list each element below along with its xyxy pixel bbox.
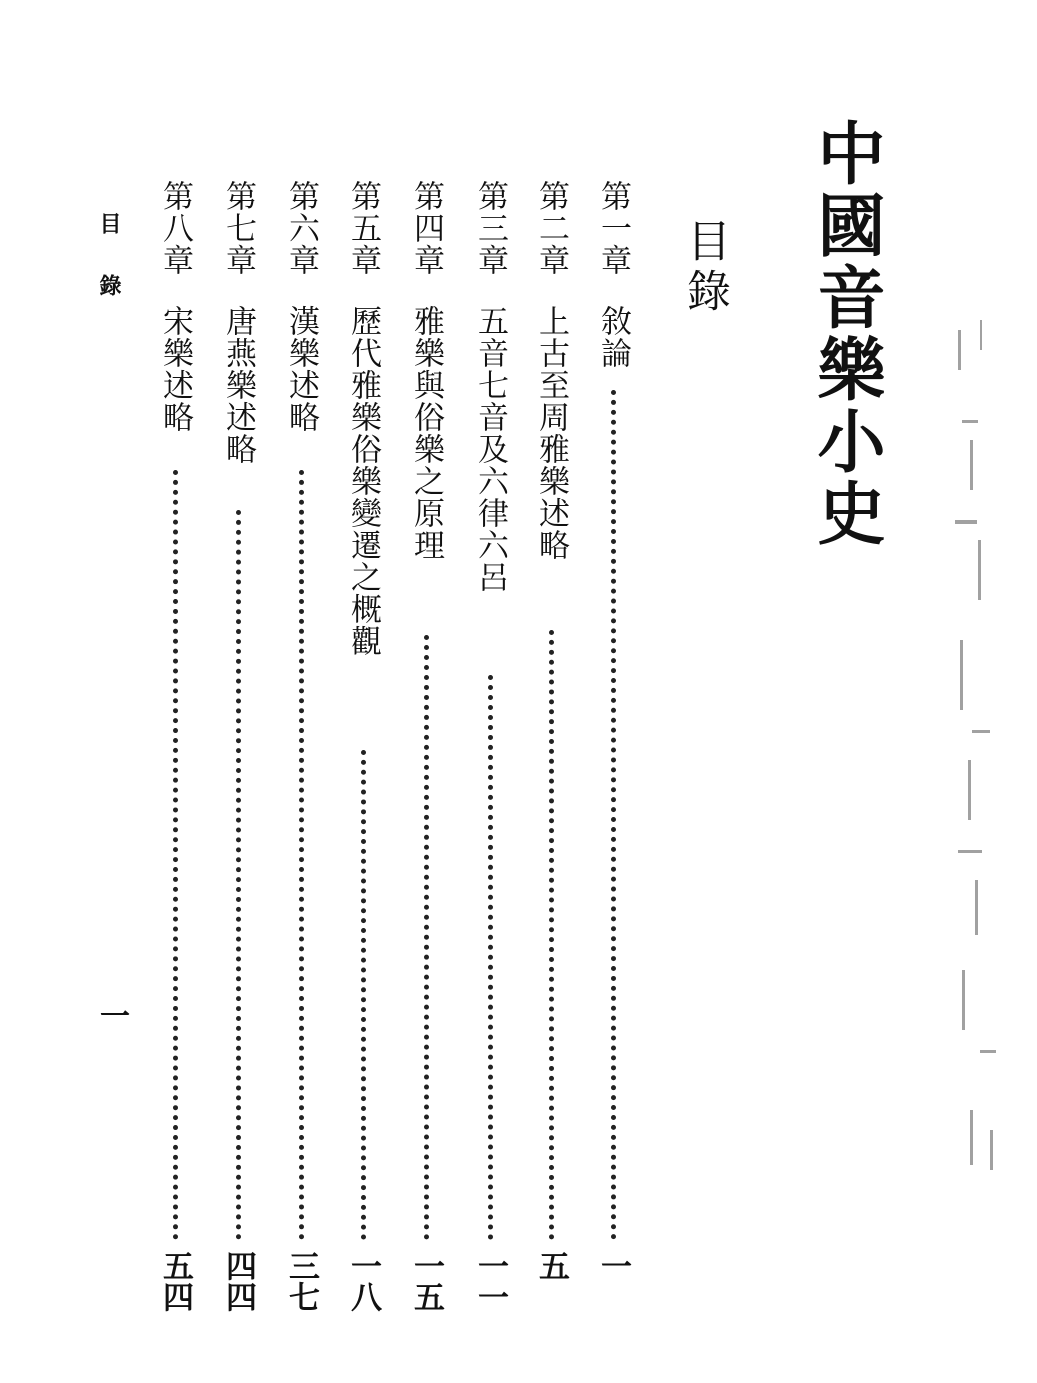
chapter-title: 五音七音及六律六呂 bbox=[472, 305, 508, 593]
dot-leader bbox=[549, 630, 554, 1240]
page-number: 一五 bbox=[408, 1250, 444, 1312]
chapter-title: 敘論 bbox=[595, 305, 631, 369]
toc-entry-8[interactable] bbox=[155, 180, 195, 1310]
dot-leader bbox=[299, 470, 304, 1240]
toc-entry-4[interactable] bbox=[406, 180, 446, 1310]
chapter-title: 宋樂述略 bbox=[157, 305, 193, 433]
toc-entry-5[interactable] bbox=[343, 180, 383, 1310]
show-through-marks bbox=[950, 310, 1010, 1190]
chapter-number: 第一章 bbox=[595, 180, 631, 276]
chapter-number: 第七章 bbox=[220, 180, 256, 276]
chapter-number: 第五章 bbox=[345, 180, 381, 276]
toc-entry-2[interactable] bbox=[531, 180, 571, 1310]
chapter-title: 上古至周雅樂述略 bbox=[533, 305, 569, 561]
chapter-number: 第四章 bbox=[408, 180, 444, 276]
toc-entry-1[interactable] bbox=[593, 180, 633, 1310]
chapter-number: 第三章 bbox=[472, 180, 508, 276]
dot-leader bbox=[173, 470, 178, 1240]
book-title: 中國音樂小史 bbox=[806, 118, 886, 550]
toc-heading: 目錄 bbox=[679, 218, 730, 318]
chapter-number: 第二章 bbox=[533, 180, 569, 276]
page-number: 四四 bbox=[220, 1250, 256, 1312]
chapter-title: 唐燕樂述略 bbox=[220, 305, 256, 465]
running-head: 目錄 bbox=[96, 212, 122, 336]
folio-page-number: 一 bbox=[94, 1000, 129, 1030]
toc-entry-7[interactable] bbox=[218, 180, 258, 1310]
chapter-title: 漢樂述略 bbox=[283, 305, 319, 433]
page-number: 三七 bbox=[283, 1250, 319, 1312]
chapter-title: 雅樂與俗樂之原理 bbox=[408, 305, 444, 561]
toc-entry-6[interactable] bbox=[281, 180, 321, 1310]
toc-entry-3[interactable] bbox=[470, 180, 510, 1310]
dot-leader bbox=[361, 750, 366, 1240]
page-number: 一 bbox=[595, 1250, 631, 1281]
dot-leader bbox=[488, 675, 493, 1240]
page-number: 五四 bbox=[157, 1250, 193, 1312]
chapter-title: 歷代雅樂俗樂變遷之概觀 bbox=[345, 305, 381, 657]
dot-leader bbox=[424, 635, 429, 1240]
page-number: 一八 bbox=[345, 1250, 381, 1312]
page-number: 五 bbox=[533, 1250, 569, 1281]
dot-leader bbox=[236, 510, 241, 1240]
chapter-number: 第六章 bbox=[283, 180, 319, 276]
page-number: 一一 bbox=[472, 1250, 508, 1312]
chapter-number: 第八章 bbox=[157, 180, 193, 276]
dot-leader bbox=[611, 390, 616, 1240]
